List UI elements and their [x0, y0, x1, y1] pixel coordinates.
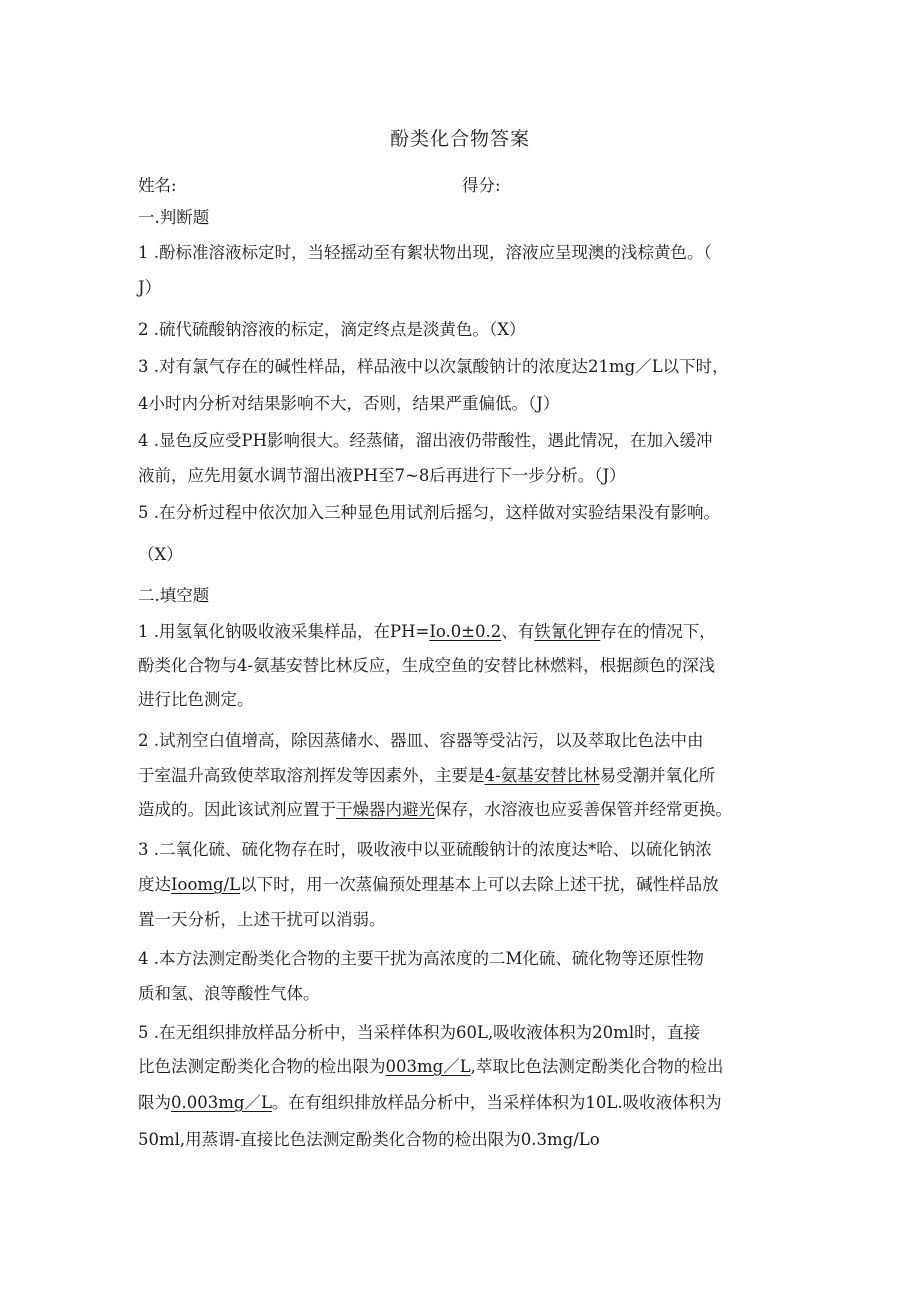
fb-q5-answer-limit-2: 0.003mg／L: [171, 1093, 272, 1112]
fb-question-5-line-3: [138, 1093, 722, 1113]
fb-question-1-line-2: 酚类化合物与4-氨基安替比林反应，生成空鱼的安替比林燃料，根据颜色的深浅: [138, 656, 716, 675]
fb-q5-text-d: 限为: [138, 1093, 171, 1112]
tf-question-1-line-2: J）: [138, 278, 162, 297]
fb-q2-text-a: 于室温升高致使萃取溶剂挥发等因素外，主要是: [138, 766, 485, 785]
score-field-label: 得分:: [462, 176, 501, 195]
section-heading-fill-blank: 二.填空题: [138, 586, 210, 605]
fb-q3-answer-concentration: Ioomg/L: [171, 875, 241, 894]
tf-question-3-line-1: 3 .对有氯气存在的碱性样品，样品液中以次氯酸钠计的浓度达21mg／L以下时，: [138, 357, 729, 376]
tf-question-4-line-2: 液前，应先用氨水调节溜出液PH至7~8后再进行下一步分析。（J）: [138, 466, 626, 485]
fb-question-2-line-1: 2 .试剂空白值增高，除因蒸储水、器皿、容器等受沾污，以及萃取比色法中由: [138, 731, 704, 750]
fb-q1-text-c: 、有: [501, 622, 535, 641]
fb-q1-text-e: 存在的情况下，: [600, 622, 716, 641]
fb-q2-text-d: 造成的。因此该试剂应置于: [138, 800, 336, 819]
name-field-label: 姓名:: [138, 176, 177, 195]
fb-question-5-line-4: 50ml,用蒸谓-直接比色法测定酚类化合物的检出限为0.3mg/Lo: [138, 1130, 600, 1149]
page-title: 酚类化合物答案: [389, 128, 530, 150]
tf-question-5-line-1: 5 .在分析过程中依次加入三种显色用试剂后摇匀，这样做对实验结果没有影响。: [138, 503, 720, 522]
fb-q2-text-c: 易受潮并氧化所: [599, 766, 716, 785]
tf-question-3-line-2: 4小时内分析对结果影响不大，否则，结果严重偏低。（J）: [138, 394, 560, 413]
fb-question-3-line-1: 3 .二氧化硫、硫化物存在时，吸收液中以亚硫酸钠计的浓度达*哈、以硫化钠浓: [138, 840, 712, 859]
fb-question-1-line-3: 进行比色测定。: [138, 690, 254, 709]
fb-question-3-line-3: 置一天分析，上述干扰可以消弱。: [138, 910, 386, 929]
fb-q2-text-f: 保存，水溶液也应妥善保管并经常更换。: [435, 800, 732, 819]
tf-question-4-line-1: 4 .显色反应受PH影响很大。经蒸储，溜出液仍带酸性，遇此情况，在加入缓冲: [138, 431, 713, 450]
tf-question-5-line-2: （X）: [138, 545, 183, 564]
fb-q3-text-a: 度达: [138, 875, 171, 894]
fb-q5-text-f: 。在有组织排放样品分析中，当采样体积为10L.吸收液体积为: [271, 1093, 722, 1112]
fb-q1-text-a: 1 .用氢氧化钠吸收液采集样品，在PH=: [138, 622, 430, 641]
tf-question-2: 2 .硫代硫酸钠溶液的标定，滴定终点是淡黄色。（X）: [138, 320, 526, 339]
fb-q1-answer-ph: Io.0±0.2: [429, 622, 502, 641]
fb-q1-answer-reagent: 铁氰化钾: [534, 622, 601, 641]
fb-question-2-line-2: [138, 766, 715, 786]
fb-question-1-line-1: [138, 622, 716, 642]
fb-q2-answer-reagent: 4-氨基安替比林: [484, 766, 600, 785]
fb-q2-answer-storage: 干燥器内避光: [336, 800, 435, 819]
tf-question-1-line-1: 1 .酚标准溶液标定时，当轻摇动至有絮状物出现，溶液应呈现澳的浅棕黄色。（: [138, 243, 712, 262]
fb-question-5-line-1: 5 .在无组织排放样品分析中，当采样体积为60L,吸收液体积为20ml时，直接: [138, 1023, 701, 1042]
fb-question-5-line-2: [138, 1057, 723, 1077]
fb-q5-text-a: 比色法测定酚类化合物的检出限为: [138, 1057, 386, 1076]
fb-q5-text-c: ,萃取比色法测定酚类化合物的检出: [470, 1057, 724, 1076]
fb-question-2-line-3: [138, 800, 732, 820]
section-heading-true-false: 一.判断题: [138, 208, 210, 227]
fb-question-3-line-2: [138, 875, 719, 895]
fb-q3-text-c: 以下时，用一次蒸偏预处理基本上可以去除上述干扰，碱性样品放: [240, 875, 719, 894]
fb-question-4-line-2: 质和氢、浪等酸性气体。: [138, 984, 320, 1003]
fb-q5-answer-limit-1: 003mg／L: [385, 1057, 471, 1076]
fb-question-4-line-1: 4 .本方法测定酚类化合物的主要干扰为高浓度的二M化硫、硫化物等还原性物: [138, 949, 704, 968]
